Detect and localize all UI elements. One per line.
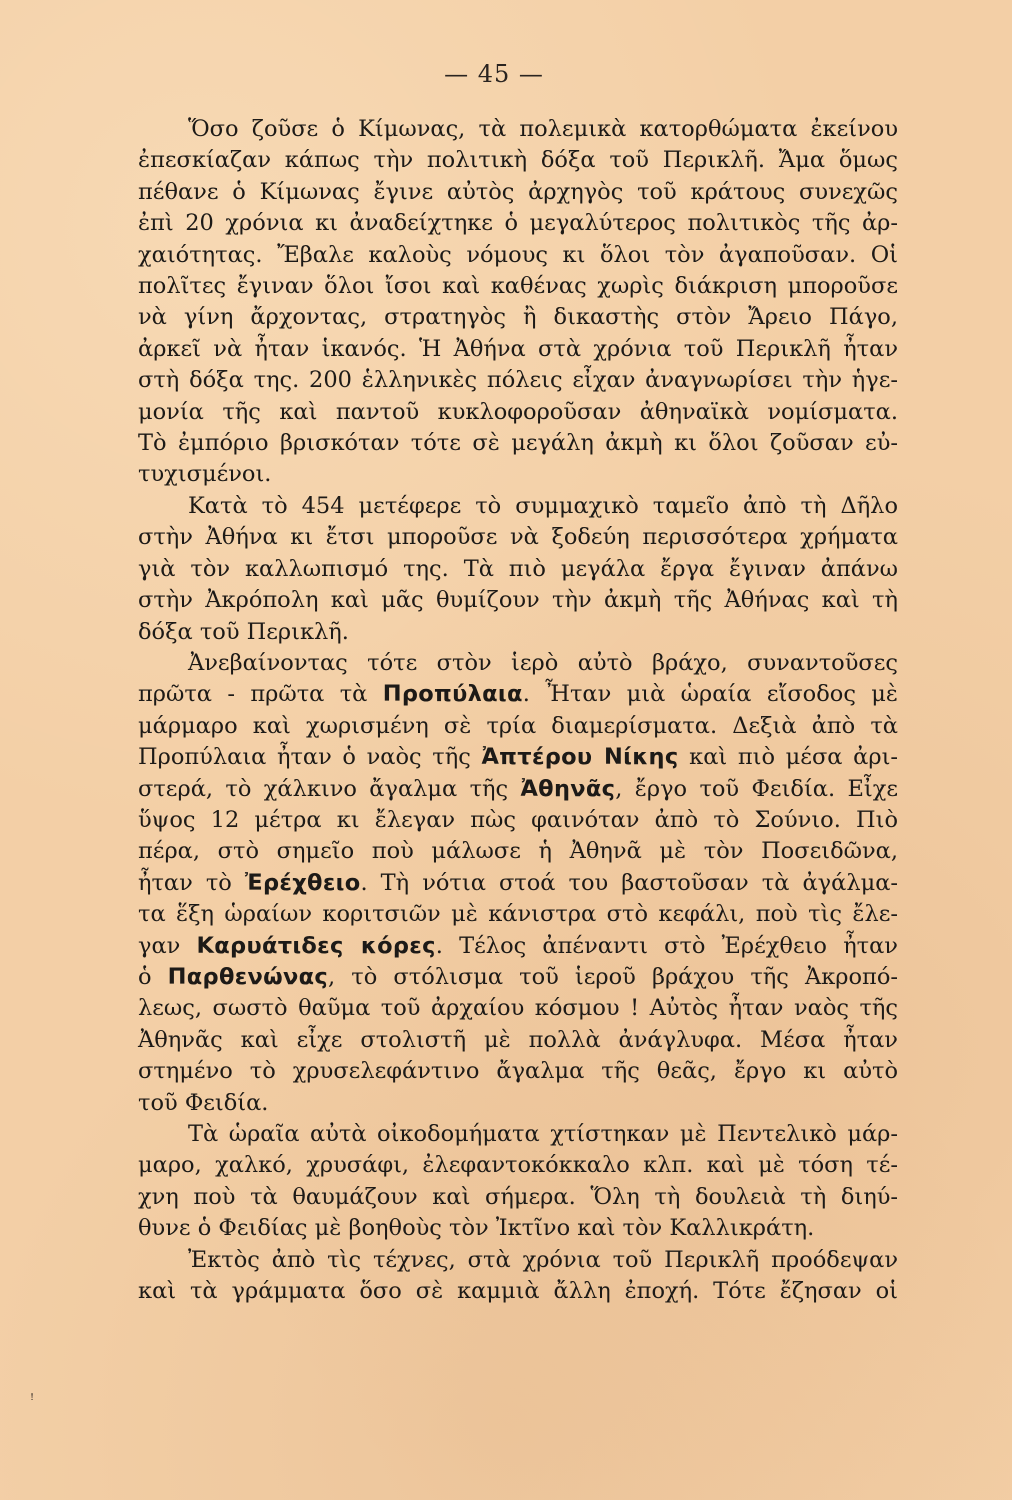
text-line: μάρμαρο καὶ χωρισμένη σὲ τρία διαμερίσματα. Δεξιὰ ἀπὸ τὰ <box>138 712 898 739</box>
paragraph <box>90 114 898 491</box>
emphasized-term: Ἀπτέρου Νίκης <box>481 744 679 771</box>
text-line: ἐπεσκίαζαν κάπως τὴν πολιτικὴ δόξα τοῦ Περικλῆ. Ἄμα ὅμως <box>138 147 898 174</box>
text-line: Ὅσο ζοῦσε ὁ Κίμωνας, τὰ πολεμικὰ κατορθώματα ἐκείνου <box>188 116 898 142</box>
text-line: στὴν Ἀκρόπολη καὶ μᾶς θυμίζουν τὴν ἀκμὴ τῆς Ἀθήνας καὶ τὴ <box>138 587 898 614</box>
text-line: Τὰ ὡραῖα αὐτὰ οἰκοδομήματα χτίστηκαν μὲ Πεντελικὸ μάρ- <box>188 1121 898 1147</box>
text-line: ὕψος 12 μέτρα κι ἔλεγαν πὼς φαινόταν ἀπὸ τὸ Σούνιο. Πιὸ <box>138 806 898 833</box>
text-line: γαν Καρυάτιδες κόρες. Τέλος ἀπέναντι στὸ Ἐρέχθειο ἦταν <box>138 932 898 959</box>
text-line: ἀρκεῖ νὰ ἦταν ἱκανός. Ἡ Ἀθήνα στὰ χρόνια τοῦ Περικλῆ ἦταν <box>138 335 898 362</box>
text-line: γιὰ τὸν καλλωπισμό της. Τὰ πιὸ μεγάλα ἔργα ἔγιναν ἀπάνω <box>138 555 898 582</box>
text-body <box>90 114 898 1307</box>
text-line: ὁ Παρθενώνας, τὸ στόλισμα τοῦ ἱεροῦ βράχου τῆς Ἀκροπό- <box>138 963 898 990</box>
text-line: πέθανε ὁ Κίμωνας ἔγινε αὐτὸς ἀρχηγὸς τοῦ κράτους συνεχῶς <box>138 178 898 205</box>
document-page <box>90 60 898 1307</box>
text-line: στημένο τὸ χρυσελεφάντινο ἄγαλμα τῆς θεᾶς, ἔργο κι αὐτὸ <box>138 1058 898 1085</box>
text-line: Κατὰ τὸ 454 μετέφερε τὸ συμμαχικὸ ταμεῖο ἀπὸ τὴ Δῆλο <box>188 492 898 519</box>
emphasized-term: Ἐρέχθειο <box>244 869 361 896</box>
text-line: στὴ δόξα της. 200 ἑλληνικὲς πόλεις εἶχαν ἀναγνωρίσει τὴν ἡγε- <box>138 367 898 394</box>
emphasized-term: Καρυάτιδες κόρες <box>196 932 436 959</box>
text-line: Προπύλαια ἦταν ὁ ναὸς τῆς Ἀπτέρου Νίκης καὶ πιὸ μέσα ἀρι- <box>138 744 898 771</box>
emphasized-term: Ἀθηνᾶς <box>520 775 616 802</box>
text-line: ἐπὶ 20 χρόνια κι ἀναδείχτηκε ὁ μεγαλύτερος πολιτικὸς τῆς ἀρ- <box>138 210 898 237</box>
paragraph <box>90 1119 898 1245</box>
text-line: μαρο, χαλκό, χρυσάφι, ἐλεφαντοκόκκαλο κλπ. καὶ μὲ τόση τέ- <box>138 1152 898 1179</box>
text-line: λεως, σωστὸ θαῦμα τοῦ ἀρχαίου κόσμου ! Αὐτὸς ἦταν ναὸς τῆς <box>138 995 898 1022</box>
text-line: μονία τῆς καὶ παντοῦ κυκλοφοροῦσαν ἀθηναϊκὰ νομίσματα. <box>138 398 898 425</box>
text-line: καὶ τὰ γράμματα ὅσο σὲ καμμιὰ ἄλλη ἐποχή. Τότε ἔζησαν οἱ <box>138 1278 898 1305</box>
text-line: πρῶτα - πρῶτα τὰ Προπύλαια. Ἦταν μιὰ ὡραία εἴσοδος μὲ <box>138 681 898 708</box>
text-line: δόξα τοῦ Περικλῆ. <box>138 618 349 645</box>
text-line: τυχισμένοι. <box>138 461 272 488</box>
emphasized-term: Προπύλαια <box>382 681 523 708</box>
text-line: πολῖτες ἔγιναν ὅλοι ἴσοι καὶ καθένας χωρὶς διάκριση μποροῦσε <box>138 273 898 300</box>
page-number: — 45 — <box>444 60 544 88</box>
text-line: στερά, τὸ χάλκινο ἄγαλμα τῆς Ἀθηνᾶς, ἔργο τοῦ Φειδία. Εἶχε <box>138 775 899 802</box>
text-line: τοῦ Φειδία. <box>138 1089 269 1116</box>
text-line: στὴν Ἀθήνα κι ἔτσι μποροῦσε νὰ ξοδεύη περισσότερα χρήματα <box>138 524 898 551</box>
text-line: τα ἕξη ὡραίων κοριτσιῶν μὲ κάνιστρα στὸ κεφάλι, ποὺ τὶς ἔλε- <box>138 901 898 928</box>
text-line: χνη ποὺ τὰ θαυμάζουν καὶ σήμερα. Ὅλη τὴ δουλειὰ τὴ διηύ- <box>138 1183 898 1210</box>
text-line: Τὸ ἐμπόριο βρισκόταν τότε σὲ μεγάλη ἀκμὴ κι ὅλοι ζοῦσαν εὐ- <box>138 430 898 457</box>
text-line: ἦταν τὸ Ἐρέχθειο. Τὴ νότια στοά του βαστοῦσαν τὰ ἀγάλμα- <box>138 869 898 896</box>
text-line: θυνε ὁ Φειδίας μὲ βοηθοὺς τὸν Ἰκτῖνο καὶ τὸν Καλλικράτη. <box>138 1215 815 1242</box>
emphasized-term: Παρθενώνας <box>167 963 329 990</box>
text-line: πέρα, στὸ σημεῖο ποὺ μάλωσε ἡ Ἀθηνᾶ μὲ τὸν Ποσειδῶνα, <box>138 838 898 865</box>
text-line: χαιότητας. Ἔβαλε καλοὺς νόμους κι ὅλοι τὸν ἀγαποῦσαν. Οἱ <box>138 241 898 268</box>
text-line: Ἀθηνᾶς καὶ εἶχε στολιστῆ μὲ πολλὰ ἀνάγλυφα. Μέσα ἦταν <box>138 1026 898 1053</box>
paragraph <box>90 491 898 648</box>
text-line: Ἐκτὸς ἀπὸ τὶς τέχνες, στὰ χρόνια τοῦ Περικλῆ προόδεψαν <box>188 1246 898 1273</box>
margin-mark: ꜝ <box>30 1390 35 1409</box>
paragraph <box>90 1245 898 1308</box>
paragraph <box>90 648 898 1119</box>
text-line: Ἀνεβαίνοντας τότε στὸν ἱερὸ αὐτὸ βράχο, συναντοῦσες <box>188 649 898 676</box>
text-line: νὰ γίνη ἄρχοντας, στρατηγὸς ἢ δικαστὴς στὸν Ἄρειο Πάγο, <box>138 304 898 331</box>
